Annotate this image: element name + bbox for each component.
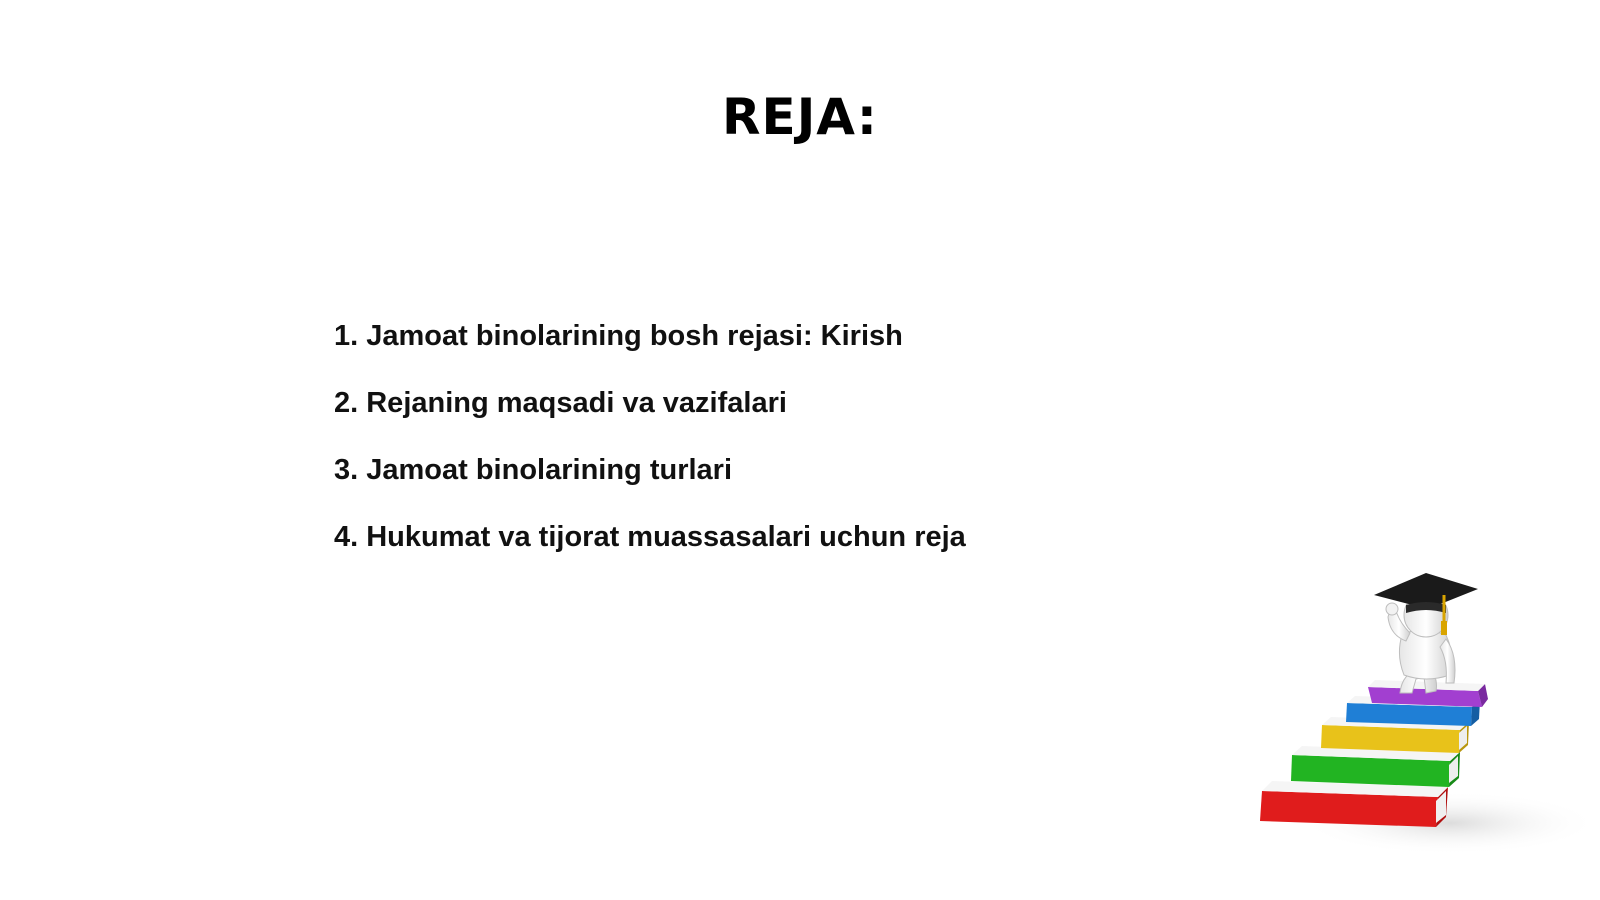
plan-list <box>334 312 966 580</box>
book-red <box>1260 781 1448 827</box>
slide-title: REJA: <box>722 88 878 146</box>
graduate-on-books-icon <box>1250 565 1590 865</box>
graduate-figure <box>1374 573 1478 693</box>
book-green <box>1291 746 1460 787</box>
plan-item: 2. Rejaning maqsadi va vazifalari <box>334 387 787 419</box>
plan-item: 1. Jamoat binolarining bosh rejasi: Kirish <box>334 320 903 352</box>
plan-item: 4. Hukumat va tijorat muassasalari uchun reja <box>334 521 966 553</box>
plan-item: 3. Jamoat binolarining turlari <box>334 454 733 486</box>
